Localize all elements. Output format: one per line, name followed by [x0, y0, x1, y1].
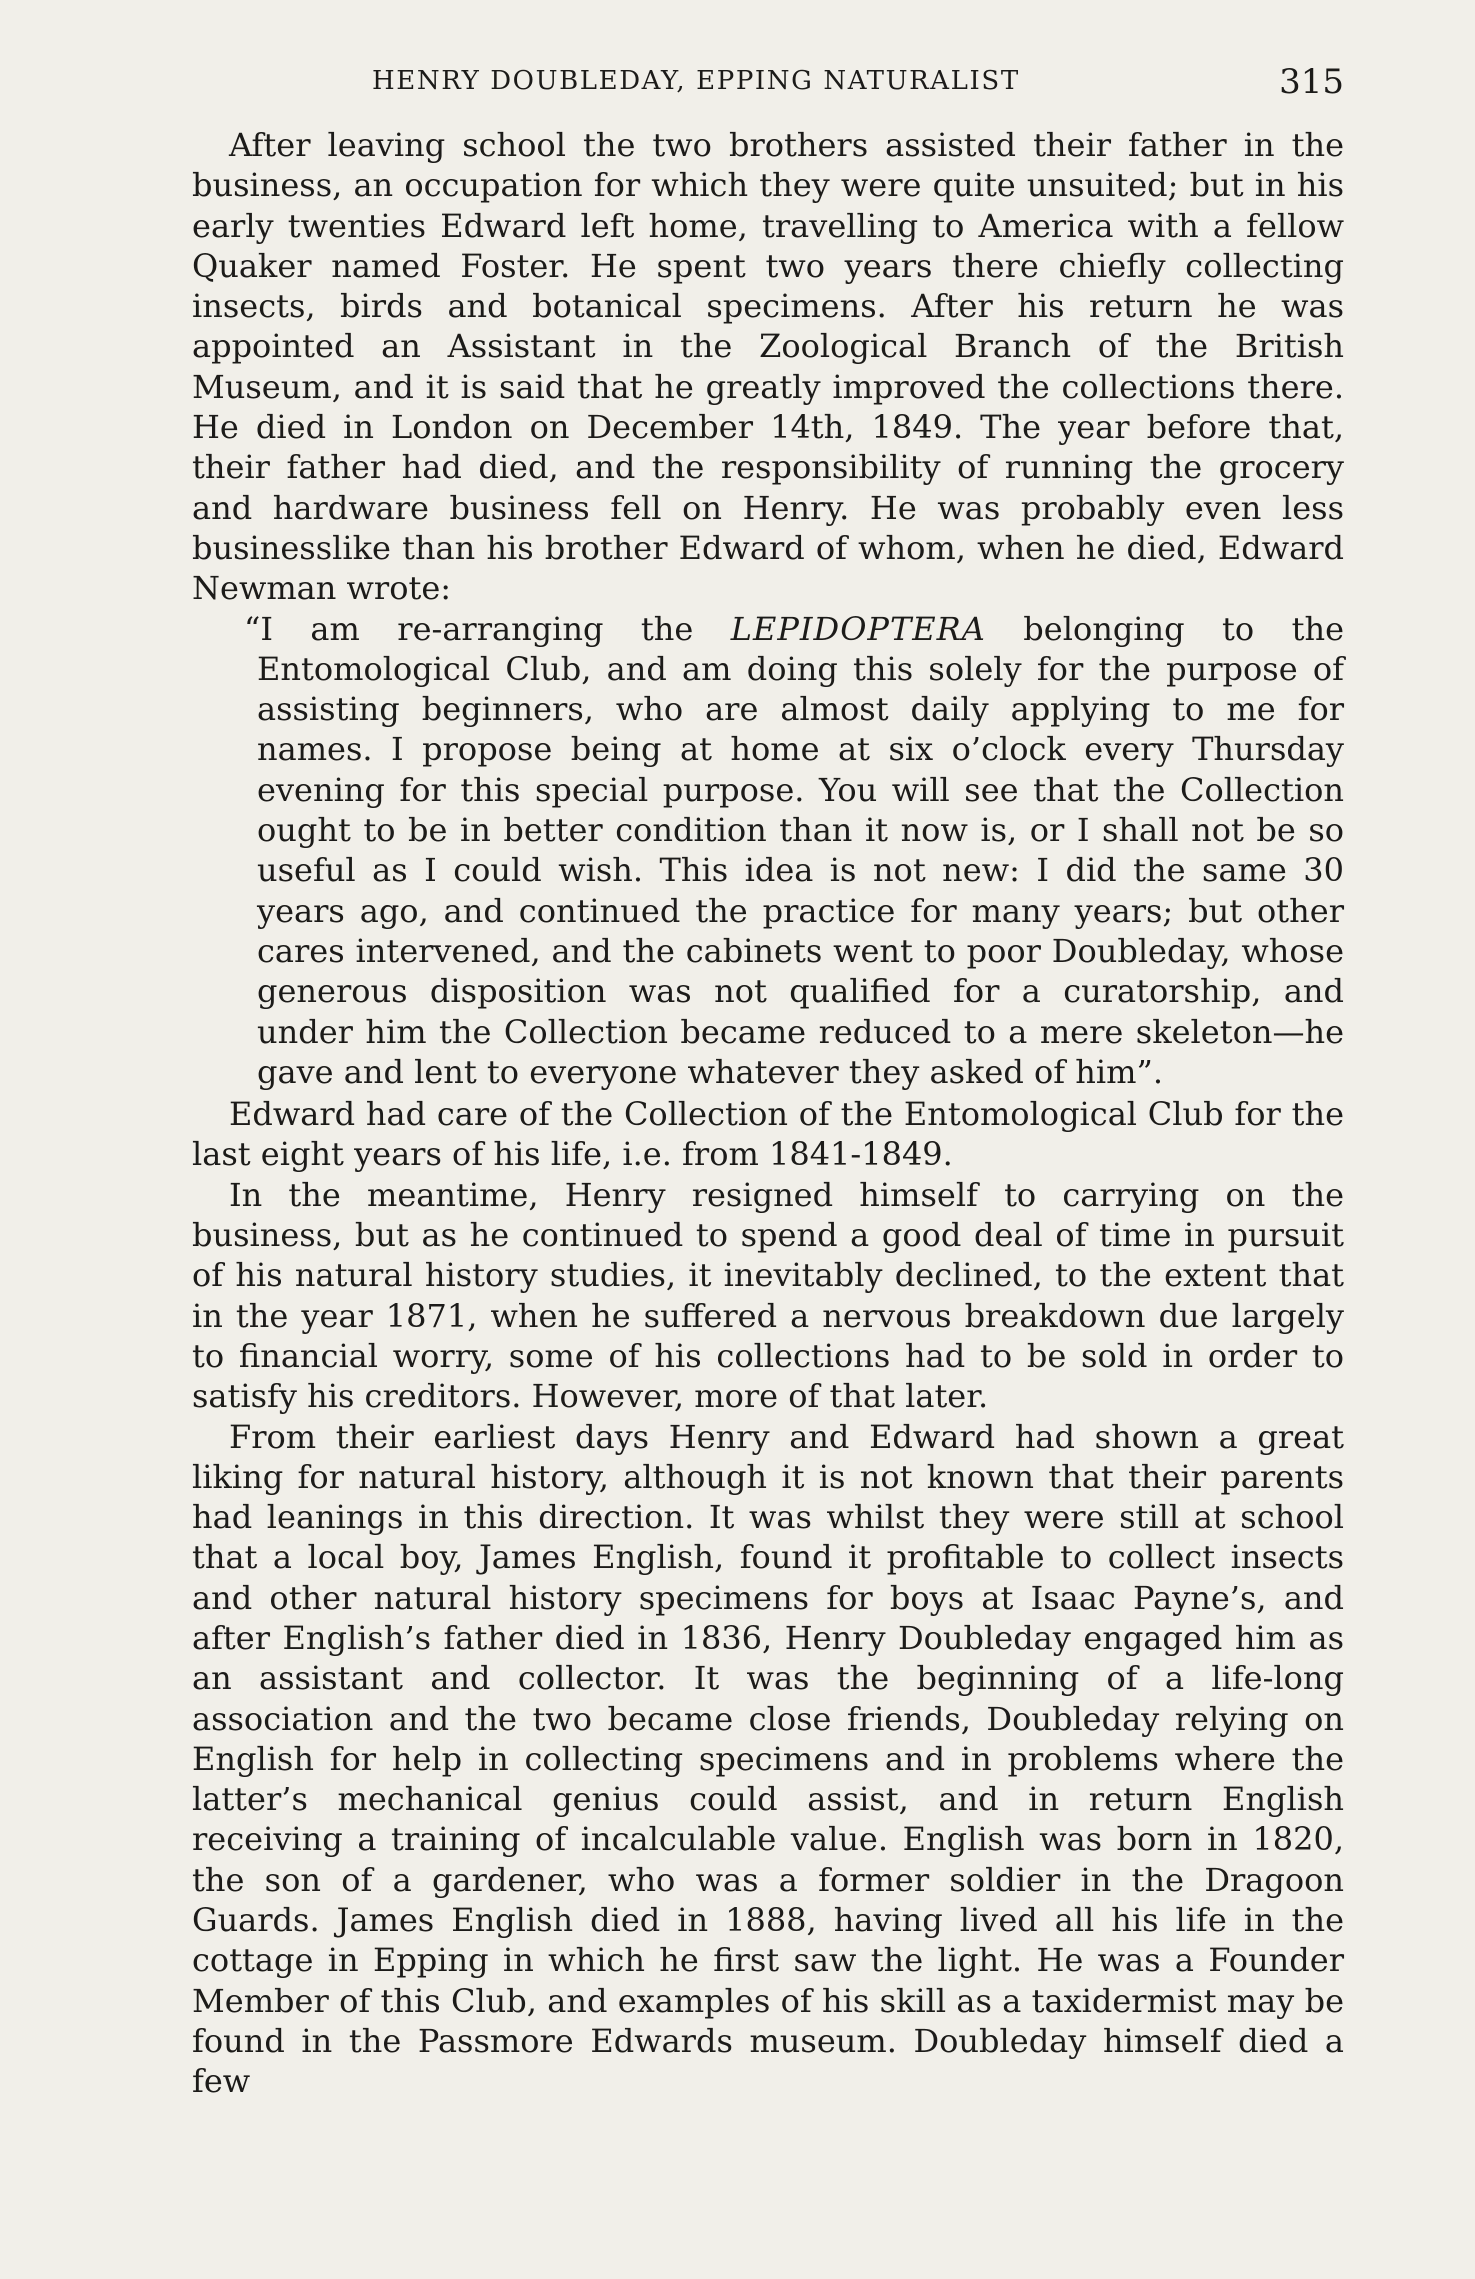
running-title: HENRY DOUBLEDAY, EPPING NATURALIST [372, 66, 1020, 96]
paragraph-3: In the meantime, Henry resigned himself to carrying on the business, but as he continued to spend a good deal of time in pursuit of his natural history studies, it inevitably declined, to the extent that in the year 1871, when he suffered a nervous breakdown due largely to financial worry, some of his collections had to be sold in order to satisfy his creditors. However, more of that later. [192, 1175, 1344, 1416]
paragraph-4: From their earliest days Henry and Edward had shown a great liking for natural history, although it is not known that their parents had leanings in this direction. It was whilst they were still at school that a local boy, James English, found it profitable to collect insects and other natural history specimens for boys at Isaac Payne’s, and after English’s father died in 1836, Henry Doubleday engaged him as an assistant and collector. It was the beginning of a life-long association and the two became close friends, Doubleday relying on English for help in collecting specimens and in problems where the latter’s mechanical genius could assist, and in return English receiving a training of incalculable value. English was born in 1820, the son of a gardener, who was a former soldier in the Dragoon Guards. James English died in 1888, having lived all his life in the cottage in Epping in which he first saw the light. He was a Founder Member of this Club, and examples of his skill as a taxidermist may be found in the Passmore Edwards museum. Doubleday himself died a few [192, 1417, 1344, 2101]
block-quote [244, 609, 1345, 1093]
paragraph-2: Edward had care of the Collection of the Entomological Club for the last eight years of his life, i.e. from 1841-1849. [192, 1095, 1344, 1174]
quote-text-start: “I am re-arranging the [244, 609, 731, 648]
body-text [192, 125, 1344, 2102]
page-number: 315 [1279, 62, 1344, 102]
paragraph-1: After leaving school the two brothers assisted their father in the business, an occupation for which they were quite unsuited; but in his early twenties Edward left home, travelling to America with a fellow Quaker named Foster. He spent two years there chiefly collecting insects, birds and botanical specimens. After his return he was appointed an Assistant in the Zoological Branch of the British Museum, and it is said that he greatly improved the collections there. He died in London on December 14th, 1849. The year before that, their father had died, and the responsibility of running the grocery and hardware business fell on Henry. He was probably even less businesslike than his brother Edward of whom, when he died, Edward Newman wrote: [192, 126, 1344, 608]
quote-text-end: belonging to the Entomological Club, and am doing this solely for the purpose of assisting beginners, who are almost daily applying to me for names. I propose being at home at six o’clock every Thursday evening for this special purpose. You will see that the Collection ought to be in better condition than it now is, or I shall not be so useful as I could wish. This idea is not new: I did the same 30 years ago, and continued the practice for many years; but other cares intervened, and the cabinets went to poor Doubleday, whose generous disposition was not qualified for a curatorship, and under him the Collection became reduced to a mere skeleton—he gave and lent to everyone whatever they asked of him”. [257, 609, 1345, 1091]
quote-italic-term: LEPIDOPTERA [730, 609, 986, 648]
running-head [192, 62, 1344, 106]
